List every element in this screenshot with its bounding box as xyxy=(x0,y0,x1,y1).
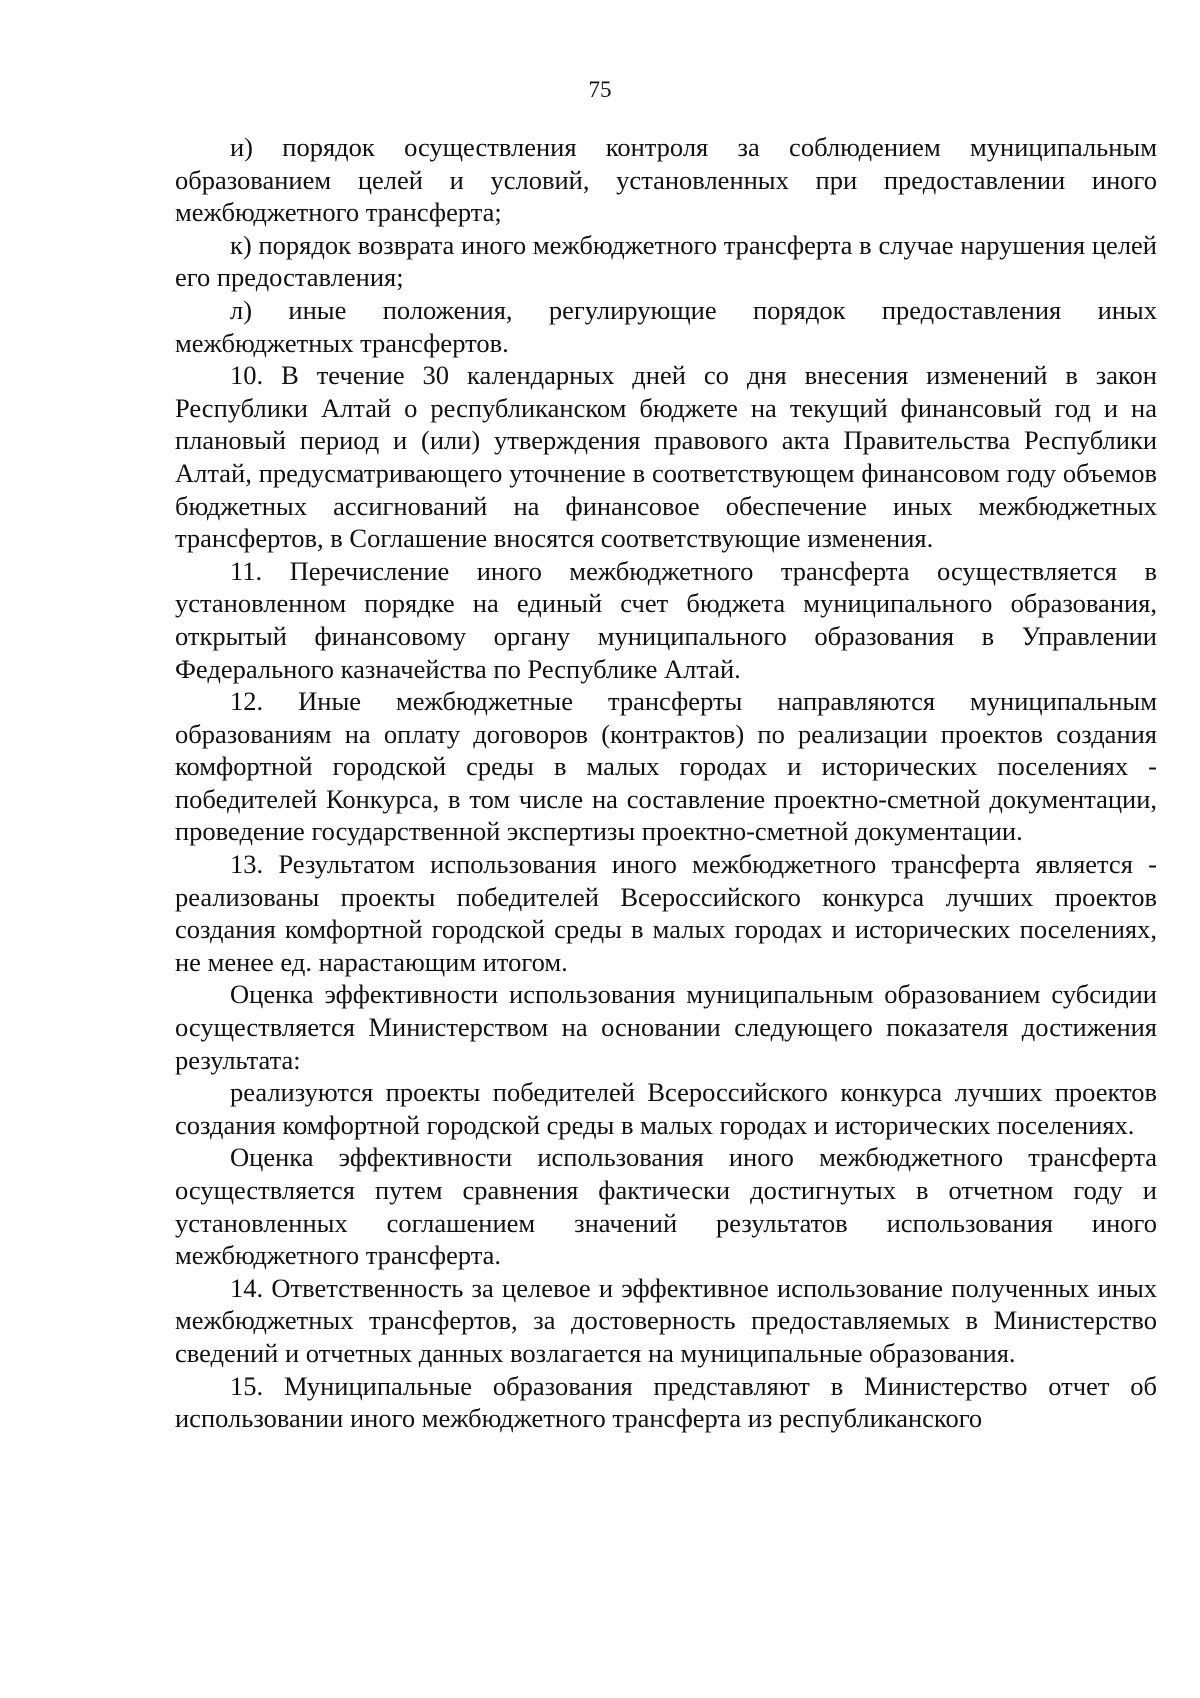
paragraph-13-transfer-result: 13. Результатом использования иного межбюджетного трансферта является - реализованы проекты победителей Всероссийского конкурса лучших проектов создания комфортной городской среды в малых городах и исторических поселениях, не менее ед. нарастающим итогом. xyxy=(175,849,1157,977)
page-number: 75 xyxy=(588,77,612,102)
paragraph-l-other-provisions: л) иные положения, регулирующие порядок предоставления иных межбюджетных трансфертов. xyxy=(175,294,1157,358)
paragraph-11-transfer-account: 11. Перечисление иного межбюджетного трансферта осуществляется в установленном порядке на единый счет бюджета муниципального образования, открытый финансовому органу муниципального образования в Управлении Федерального казначейства по Республике Алтай. xyxy=(175,555,1157,684)
paragraph-efficiency-assessment: Оценка эффективности использования муниципальным образованием субсидии осуществляется Министерством на основании следующего показателя достижения результата: xyxy=(175,979,1157,1075)
paragraph-i-control-procedure: и) порядок осуществления контроля за соблюдением муниципальным образованием целей и условий, установленных при предоставлении иного межбюджетного трансферта; xyxy=(175,132,1157,228)
document-body xyxy=(175,131,1157,1435)
paragraph-result-indicator: реализуются проекты победителей Всероссийского конкурса лучших проектов создания комфортной городской среды в малых городах и исторических поселениях. xyxy=(175,1077,1157,1140)
paragraph-15-report: 15. Муниципальные образования представляют в Министерство отчет об использовании иного межбюджетного трансферта из республиканского xyxy=(175,1370,1157,1434)
paragraph-10-agreement-changes: 10. В течение 30 календарных дней со дня внесения изменений в закон Республики Алтай о республиканском бюджете на текущий финансовый год и на плановый период и (или) утверждения правового акта Правительства Республики Алтай, предусматривающего уточнение в соответствующем финансовом году объемов бюджетных ассигнований на финансовое обеспечение иных межбюджетных трансфертов, в Соглашение вносятся соответствующие изменения. xyxy=(175,360,1157,554)
paragraph-14-responsibility: 14. Ответственность за целевое и эффективное использование полученных иных межбюджетных трансфертов, за достоверность предоставляемых в Министерство сведений и отчетных данных возлагается на муниципальные образования. xyxy=(175,1272,1157,1368)
paragraph-k-refund-procedure: к) порядок возврата иного межбюджетного трансферта в случае нарушения целей его предоставления; xyxy=(175,229,1157,293)
paragraph-12-transfer-purpose: 12. Иные межбюджетные трансферты направляются муниципальным образованиям на оплату договоров (контрактов) по реализации проектов создания комфортной городской среды в малых городах и исторических поселениях - победителей Конкурса, в том числе на составление проектно-сметной документации, проведение государственной экспертизы проектно-сметной документации. xyxy=(175,686,1157,847)
paragraph-efficiency-comparison: Оценка эффективности использования иного межбюджетного трансферта осуществляется путем сравнения фактически достигнутых в отчетном году и установленных соглашением значений результатов использования иного межбюджетного трансферта. xyxy=(175,1142,1157,1271)
